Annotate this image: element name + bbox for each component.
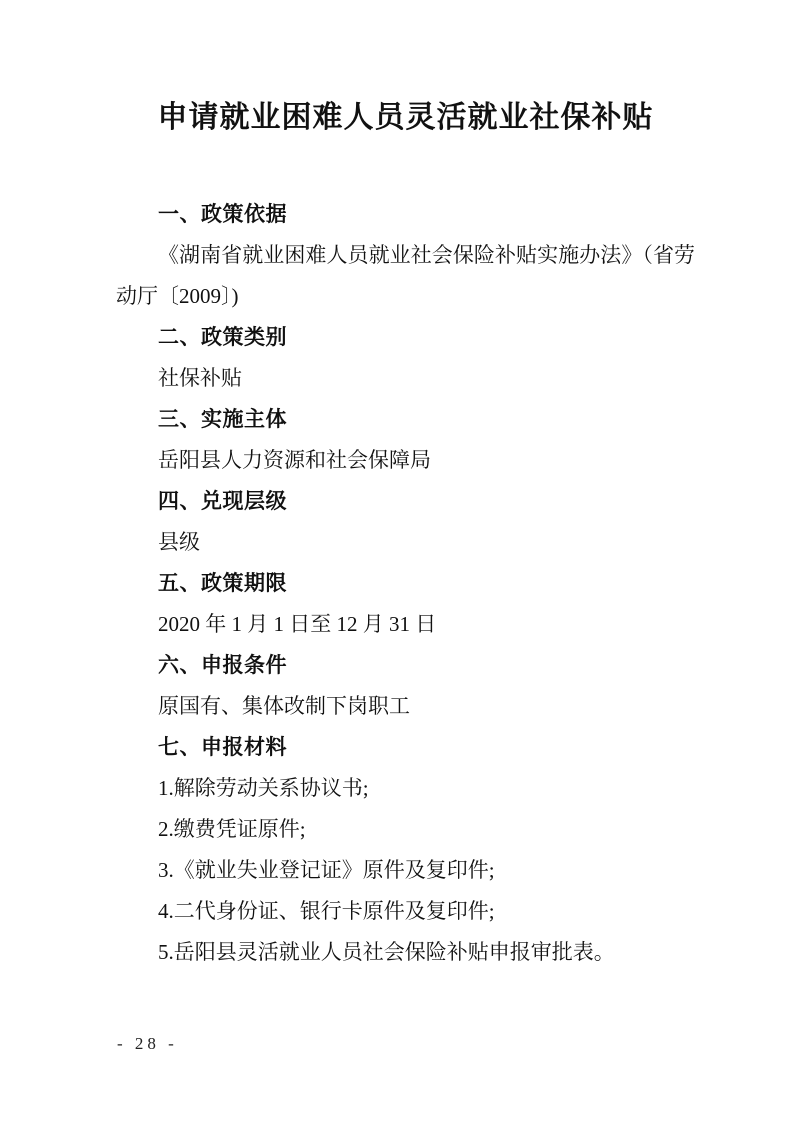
section-1-heading: 一、政策依据: [158, 203, 287, 226]
section-2-body: 社保补贴: [158, 366, 242, 390]
section-4-heading: 四、兑现层级: [158, 490, 287, 513]
section-7-item-3: 3.《就业失业登记证》原件及复印件;: [158, 858, 495, 882]
document-content: [116, 194, 695, 973]
section-1-body: 《湖南省就业困难人员就业社会保险补贴实施办法》（省劳动厅〔2009〕): [116, 243, 695, 308]
section-7-item-4: 4.二代身份证、银行卡原件及复印件;: [158, 899, 495, 923]
page-number: - 28 -: [117, 1034, 178, 1053]
section-7-item-2: 2.缴费凭证原件;: [158, 817, 306, 841]
section-6-heading: 六、申报条件: [158, 654, 287, 677]
section-6-body: 原国有、集体改制下岗职工: [158, 694, 410, 718]
document-title: 申请就业困难人员灵活就业社保补贴: [157, 101, 654, 134]
section-7-item-1: 1.解除劳动关系协议书;: [158, 776, 369, 800]
section-7-heading: 七、申报材料: [158, 736, 287, 759]
section-4-body: 县级: [158, 530, 200, 554]
section-3-body: 岳阳县人力资源和社会保障局: [158, 448, 431, 472]
section-3-heading: 三、实施主体: [158, 408, 287, 431]
section-2-heading: 二、政策类别: [158, 326, 287, 349]
section-7-item-5: 5.岳阳县灵活就业人员社会保险补贴申报审批表。: [158, 940, 615, 964]
section-5-heading: 五、政策期限: [158, 572, 287, 595]
section-5-body: 2020 年 1 月 1 日至 12 月 31 日: [158, 612, 437, 636]
